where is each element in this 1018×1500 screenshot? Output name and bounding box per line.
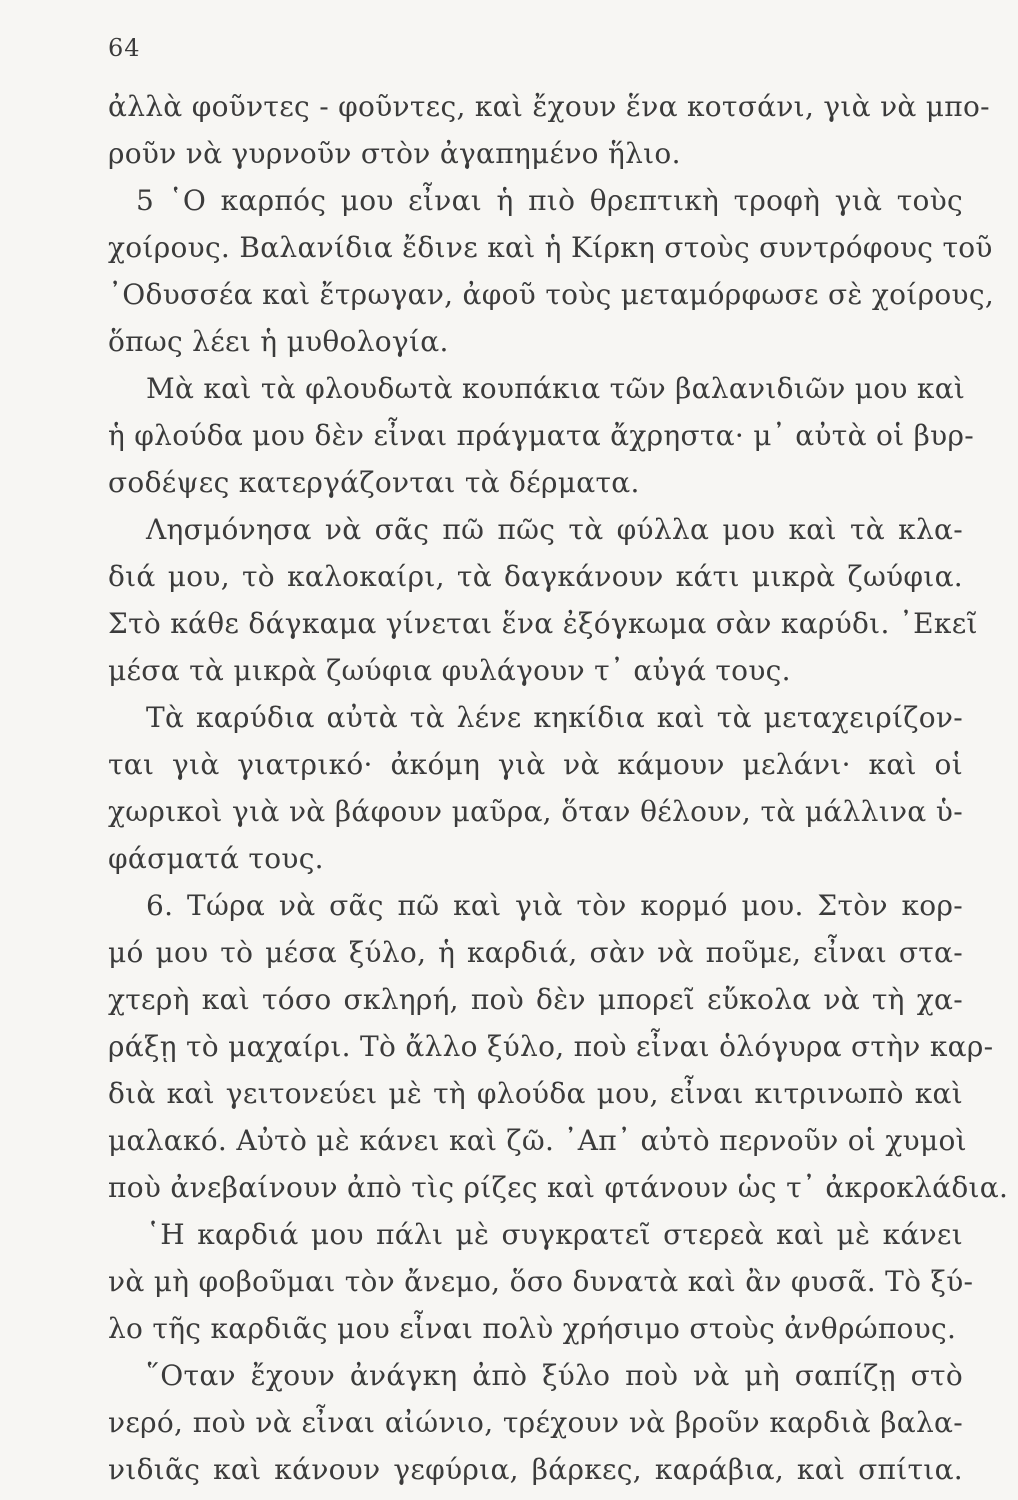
text-line: φάσματά τους. <box>108 842 324 875</box>
text-line: χοίρους. Βαλανίδια ἔδινε καὶ ἡ Κίρκη στοὺς συντρόφους τοῦ <box>108 231 993 264</box>
text-line: ται γιὰ γιατρικό· ἀκόμη γιὰ νὰ κάμουν μελάνι· καὶ οἱ <box>108 748 963 781</box>
text-line: ἀλλὰ φοῦντες - φοῦντες, καὶ ἔχουν ἕνα κοτσάνι, γιὰ νὰ μπο- <box>108 90 990 123</box>
text-line: Στὸ κάθε δάγκαμα γίνεται ἕνα ἐξόγκωμα σὰν καρύδι. ᾿Εκεῖ <box>108 607 978 640</box>
text-line: ποὺ ἀνεβαίνουν ἀπὸ τὶς ρίζες καὶ φτάνουν ὡς τ᾿ ἀκροκλάδια. <box>108 1171 1009 1204</box>
text-line: 5 ῾Ο καρπός μου εἶναι ἡ πιὸ θρεπτικὴ τροφὴ γιὰ τοὺς <box>136 184 963 217</box>
text-line: ῾Η καρδιά μου πάλι μὲ συγκρατεῖ στερεὰ καὶ μὲ κάνει <box>146 1218 963 1251</box>
text-line: μό μου τὸ μέσα ξύλο, ἡ καρδιά, σὰν νὰ ποῦμε, εἶναι στα- <box>108 936 963 969</box>
text-line: διά μου, τὸ καλοκαίρι, τὰ δαγκάνουν κάτι μικρὰ ζωύφια. <box>108 560 963 593</box>
text-line: νὰ μὴ φοβοῦμαι τὸν ἄνεμο, ὅσο δυνατὰ καὶ ἂν φυσᾶ. Τὸ ξύ- <box>108 1265 974 1298</box>
text-line: ᾿Οδυσσέα καὶ ἔτρωγαν, ἀφοῦ τοὺς μεταμόρφωσε σὲ χοίρους, <box>108 278 995 311</box>
text-line: λο τῆς καρδιᾶς μου εἶναι πολὺ χρήσιμο στοὺς ἀνθρώπους. <box>108 1312 957 1345</box>
text-line: ῞Οταν ἔχουν ἀνάγκη ἀπὸ ξύλο ποὺ νὰ μὴ σαπίζῃ στὸ <box>146 1359 963 1392</box>
text-line: σοδέψες κατεργάζονται τὰ δέρματα. <box>108 466 640 499</box>
text-line: χτερὴ καὶ τόσο σκληρή, ποὺ δὲν μπορεῖ εὔκολα νὰ τὴ χα- <box>108 983 963 1016</box>
text-line: ὅπως λέει ἡ μυθολογία. <box>108 325 449 358</box>
text-line: Λησμόνησα νὰ σᾶς πῶ πῶς τὰ φύλλα μου καὶ τὰ κλα- <box>146 513 963 546</box>
text-line: χωρικοὶ γιὰ νὰ βάφουν μαῦρα, ὅταν θέλουν, τὰ μάλλινα ὑ- <box>108 795 963 828</box>
text-line: Τὰ καρύδια αὐτὰ τὰ λένε κηκίδια καὶ τὰ μεταχειρίζον- <box>146 701 963 734</box>
text-line: ροῦν νὰ γυρνοῦν στὸν ἀγαπημένο ἥλιο. <box>108 137 681 170</box>
text-line: 6. Τώρα νὰ σᾶς πῶ καὶ γιὰ τὸν κορμό μου. Στὸν κορ- <box>146 889 963 922</box>
text-line: μέσα τὰ μικρὰ ζωύφια φυλάγουν τ᾿ αὐγά τους. <box>108 654 791 687</box>
text-line: Μὰ καὶ τὰ φλουδωτὰ κουπάκια τῶν βαλανιδιῶν μου καὶ <box>146 372 966 405</box>
text-line: νερό, ποὺ νὰ εἶναι αἰώνιο, τρέχουν νὰ βροῦν καρδιὰ βαλα- <box>108 1406 963 1439</box>
text-line: νιδιᾶς καὶ κάνουν γεφύρια, βάρκες, καράβια, καὶ σπίτια. <box>108 1453 963 1486</box>
text-line: διὰ καὶ γειτονεύει μὲ τὴ φλούδα μου, εἶναι κιτρινωπὸ καὶ <box>108 1077 963 1110</box>
page-number: 64 <box>108 34 141 62</box>
text-line: μαλακό. Αὐτὸ μὲ κάνει καὶ ζῶ. ᾿Απ᾿ αὐτὸ περνοῦν οἱ χυμοὶ <box>108 1124 967 1157</box>
text-line: ράξῃ τὸ μαχαίρι. Τὸ ἄλλο ξύλο, ποὺ εἶναι ὁλόγυρα στὴν καρ- <box>108 1030 994 1063</box>
text-line: ἡ φλούδα μου δὲν εἶναι πράγματα ἄχρηστα· μ᾿ αὐτὰ οἱ βυρ- <box>108 419 974 452</box>
